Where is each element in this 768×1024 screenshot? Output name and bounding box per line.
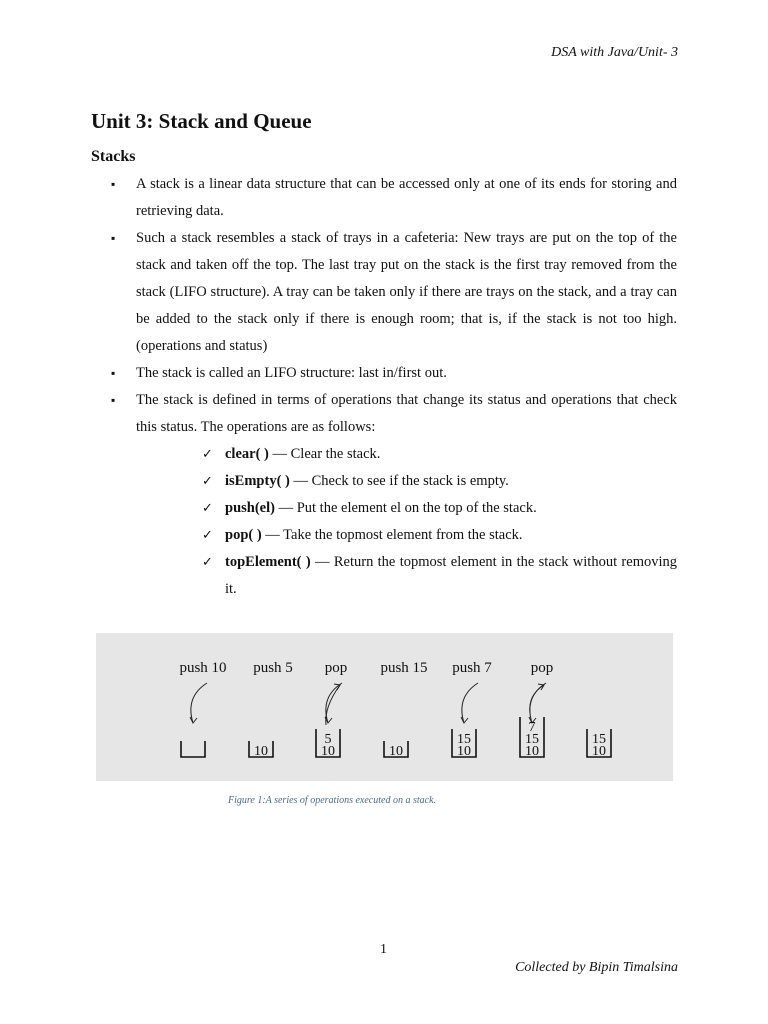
operation-label: pop	[530, 660, 554, 676]
page-number: 1	[380, 942, 387, 957]
arrow-head	[461, 717, 468, 723]
checkmark-icon: ✓	[202, 555, 213, 570]
operation-desc: — Take the topmost element from the stack.	[261, 527, 523, 543]
arrow-head	[190, 717, 197, 723]
unit-title: Unit 3: Stack and Queue	[91, 109, 312, 133]
operation-name: topElement( )	[225, 554, 311, 570]
stack-element: 5	[324, 732, 332, 747]
stack-element: 10	[525, 744, 539, 759]
operation-item	[202, 522, 677, 549]
stack-element: 7	[528, 720, 536, 735]
bullet-text: The stack is defined in terms of operations that change its status and operations that check this status. The operations are as follows:	[136, 392, 677, 435]
bullet-item	[136, 387, 677, 603]
operation-name: clear( )	[225, 446, 269, 462]
checkmark-icon: ✓	[202, 474, 213, 489]
section-title: Stacks	[91, 148, 136, 165]
checkmark-icon: ✓	[202, 447, 213, 462]
operation-label: pop	[324, 660, 348, 676]
bullet-item	[136, 225, 677, 360]
stack-diagram	[96, 633, 673, 781]
bullet-text: Such a stack resembles a stack of trays in a cafeteria: New trays are put on the top of the stack and taken off the top. The last tray put on the stack is the first tray removed from the stack (LIFO structure). A tray can be taken only if there are trays on the stack, and a tray can be added to the stack only if there is enough room; that is, if the stack is not too high.(operations and status)	[136, 230, 677, 354]
push-arrow	[191, 683, 207, 723]
operation-label: push 5	[253, 660, 293, 676]
operation-item	[202, 441, 677, 468]
operation-item	[202, 495, 677, 522]
stack-element: 10	[254, 744, 268, 759]
bullet-text: The stack is called an LIFO structure: last in/first out.	[136, 365, 447, 381]
stack-element: 15	[592, 732, 606, 747]
stack-container	[181, 741, 205, 757]
stack-element: 15	[457, 732, 471, 747]
stack-element: 15	[525, 732, 539, 747]
stack-element: 10	[321, 744, 335, 759]
operation-desc: — Put the element el on the top of the stack.	[274, 500, 537, 516]
running-header: DSA with Java/Unit- 3	[551, 45, 678, 60]
stack-bullet-list	[0, 171, 768, 603]
stack-operations-figure	[96, 633, 673, 781]
operations-list	[202, 441, 678, 603]
figure-caption: Figure 1:A series of operations executed on a stack.	[228, 795, 437, 806]
footer-credit: Collected by Bipin Timalsina	[515, 960, 678, 975]
operation-name: pop( )	[225, 527, 262, 543]
operation-desc: — Return the topmost element in the stack without removing it.	[225, 554, 678, 597]
checkmark-icon: ✓	[202, 501, 213, 516]
operation-name: isEmpty( )	[225, 473, 290, 489]
push-arrow	[326, 683, 342, 723]
operation-item	[202, 468, 677, 495]
operation-label: push 15	[380, 660, 428, 676]
operation-desc: — Clear the stack.	[268, 446, 381, 462]
push-arrow	[462, 683, 478, 723]
operation-item	[202, 549, 678, 603]
stack-element: 10	[389, 744, 403, 759]
operation-name: push(el)	[225, 500, 275, 516]
operation-label: push 10	[179, 660, 227, 676]
stack-element: 10	[592, 744, 606, 759]
operation-label: push 7	[452, 660, 492, 676]
bullet-item	[136, 171, 677, 225]
stack-element: 10	[457, 744, 471, 759]
checkmark-icon: ✓	[202, 528, 213, 543]
bullet-text: A stack is a linear data structure that can be accessed only at one of its ends for storing and retrieving data.	[136, 176, 677, 219]
operation-desc: — Check to see if the stack is empty.	[289, 473, 509, 489]
bullet-item	[136, 360, 677, 387]
